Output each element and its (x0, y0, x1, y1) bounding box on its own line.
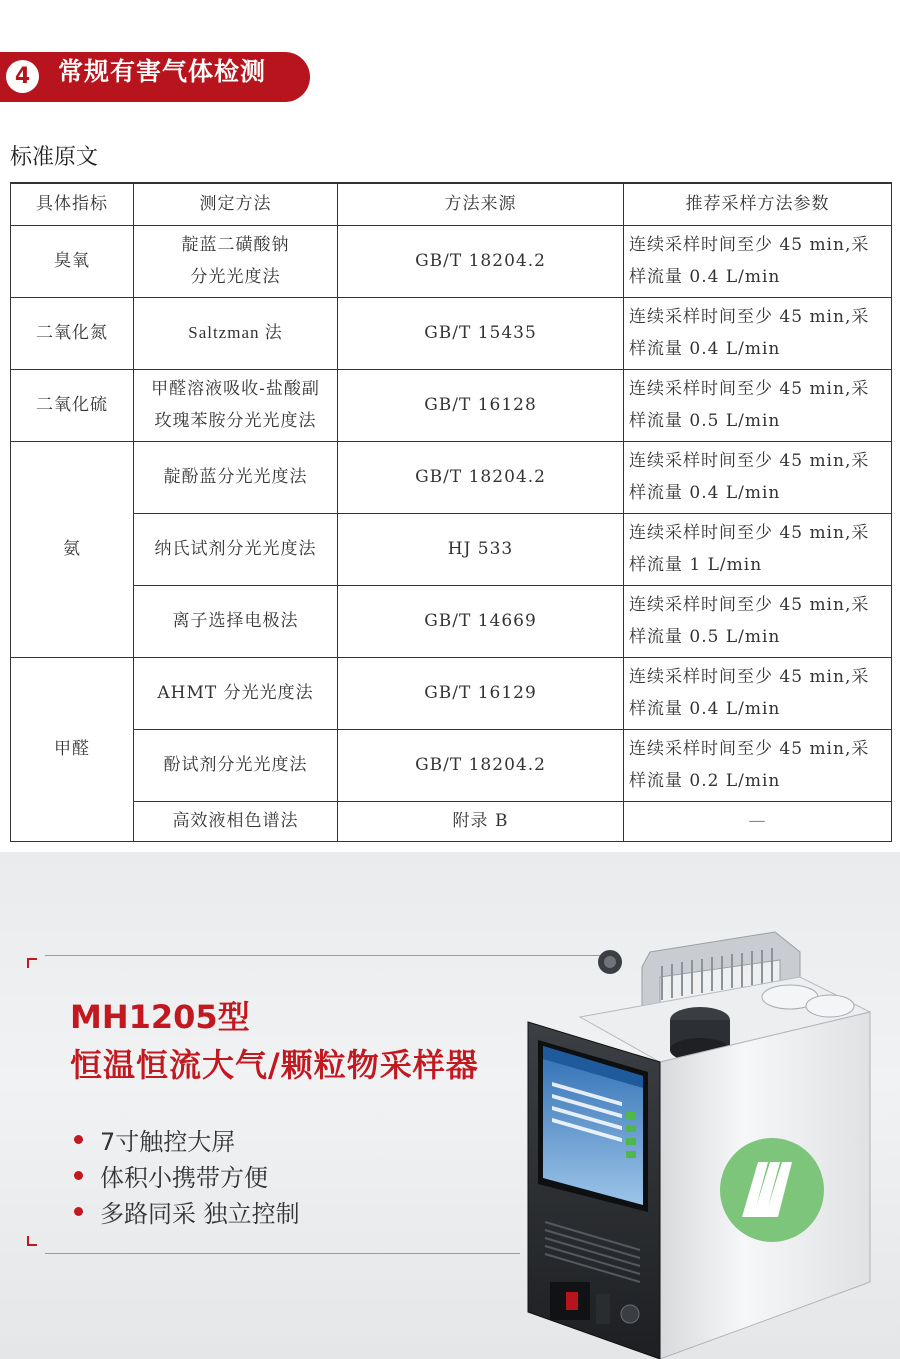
bullet-icon (74, 1135, 83, 1144)
header-indicator: 具体指标 (11, 183, 134, 225)
feature-item (74, 1122, 300, 1158)
product-name: 恒温恒流大气/颗粒物采样器 (70, 1046, 479, 1084)
feature-list (74, 1122, 300, 1230)
source-cell: GB/T 15435 (338, 297, 624, 369)
source-cell: GB/T 18204.2 (338, 441, 624, 513)
source-cell: GB/T 18204.2 (338, 225, 624, 297)
method-cell: Saltzman 法 (134, 297, 338, 369)
indicator-cell: 臭氧 (11, 225, 134, 297)
table-row (11, 801, 892, 841)
header-source: 方法来源 (338, 183, 624, 225)
header-param: 推荐采样方法参数 (624, 183, 892, 225)
param-line: 样流量 0.2 L/min (629, 771, 781, 791)
param-cell (624, 297, 892, 369)
table-row (11, 369, 892, 441)
method-line: 分光光度法 (190, 267, 281, 287)
table-header-row (11, 183, 892, 225)
param-line: 连续采样时间至少 45 min,采 (629, 307, 870, 327)
table-row (11, 225, 892, 297)
table-row (11, 297, 892, 369)
param-line: 样流量 0.4 L/min (629, 699, 781, 719)
standard-heading: 标准原文 (10, 145, 99, 170)
table-row (11, 441, 892, 513)
table-row (11, 513, 892, 585)
param-cell (624, 513, 892, 585)
product-model: MH1205型 (70, 998, 250, 1036)
section-header (0, 52, 310, 102)
param-line: 连续采样时间至少 45 min,采 (629, 667, 870, 687)
feature-label: 体积小携带方便 (100, 1164, 268, 1192)
param-line: 连续采样时间至少 45 min,采 (629, 595, 870, 615)
method-line: 玫瑰苯胺分光光度法 (154, 411, 317, 431)
feature-label: 多路同采 独立控制 (100, 1200, 300, 1228)
method-line: 甲醛溶液吸收-盐酸副 (151, 379, 320, 399)
standards-table (10, 182, 892, 842)
method-cell (134, 369, 338, 441)
param-cell (624, 585, 892, 657)
table-row (11, 585, 892, 657)
product-banner (0, 852, 900, 1359)
source-cell: GB/T 18204.2 (338, 729, 624, 801)
source-cell: GB/T 16128 (338, 369, 624, 441)
sampler-device-image (510, 922, 900, 1359)
indicator-cell: 二氧化硫 (11, 369, 134, 441)
feature-item (74, 1158, 300, 1194)
param-line: 样流量 0.5 L/min (629, 627, 781, 647)
corner-bracket-bottom (27, 1236, 37, 1246)
method-cell: AHMT 分光光度法 (134, 657, 338, 729)
bullet-icon (74, 1171, 83, 1180)
source-cell: GB/T 14669 (338, 585, 624, 657)
param-line: 样流量 0.5 L/min (629, 411, 781, 431)
method-cell: 高效液相色谱法 (134, 801, 338, 841)
param-line: 样流量 0.4 L/min (629, 483, 781, 503)
param-cell (624, 729, 892, 801)
method-cell: 靛酚蓝分光光度法 (134, 441, 338, 513)
source-cell: GB/T 16129 (338, 657, 624, 729)
param-line: 样流量 0.4 L/min (629, 267, 781, 287)
param-line: 连续采样时间至少 45 min,采 (629, 739, 870, 759)
table-row (11, 729, 892, 801)
param-cell (624, 441, 892, 513)
param-cell (624, 369, 892, 441)
param-cell: — (624, 801, 892, 841)
section-title: 常规有害气体检测 (58, 57, 267, 86)
feature-label: 7寸触控大屏 (100, 1128, 236, 1156)
param-cell (624, 657, 892, 729)
indicator-cell: 甲醛 (11, 657, 134, 841)
param-line: 连续采样时间至少 45 min,采 (629, 523, 870, 543)
param-line: 连续采样时间至少 45 min,采 (629, 451, 870, 471)
param-line: 样流量 0.4 L/min (629, 339, 781, 359)
source-cell: 附录 B (338, 801, 624, 841)
method-cell: 酚试剂分光光度法 (134, 729, 338, 801)
indicator-cell: 氨 (11, 441, 134, 657)
feature-item (74, 1194, 300, 1230)
method-cell (134, 225, 338, 297)
table-row (11, 657, 892, 729)
section-number-badge: 4 (6, 60, 39, 93)
source-cell: HJ 533 (338, 513, 624, 585)
divider-bottom (45, 1253, 520, 1254)
bullet-icon (74, 1207, 83, 1216)
param-cell (624, 225, 892, 297)
method-line: 靛蓝二磺酸钠 (181, 235, 290, 255)
indicator-cell: 二氧化氮 (11, 297, 134, 369)
param-line: 连续采样时间至少 45 min,采 (629, 379, 870, 399)
corner-bracket-top (27, 958, 37, 968)
param-line: 连续采样时间至少 45 min,采 (629, 235, 870, 255)
param-line: 样流量 1 L/min (629, 555, 763, 575)
header-method: 测定方法 (134, 183, 338, 225)
method-cell: 纳氏试剂分光光度法 (134, 513, 338, 585)
method-cell: 离子选择电极法 (134, 585, 338, 657)
